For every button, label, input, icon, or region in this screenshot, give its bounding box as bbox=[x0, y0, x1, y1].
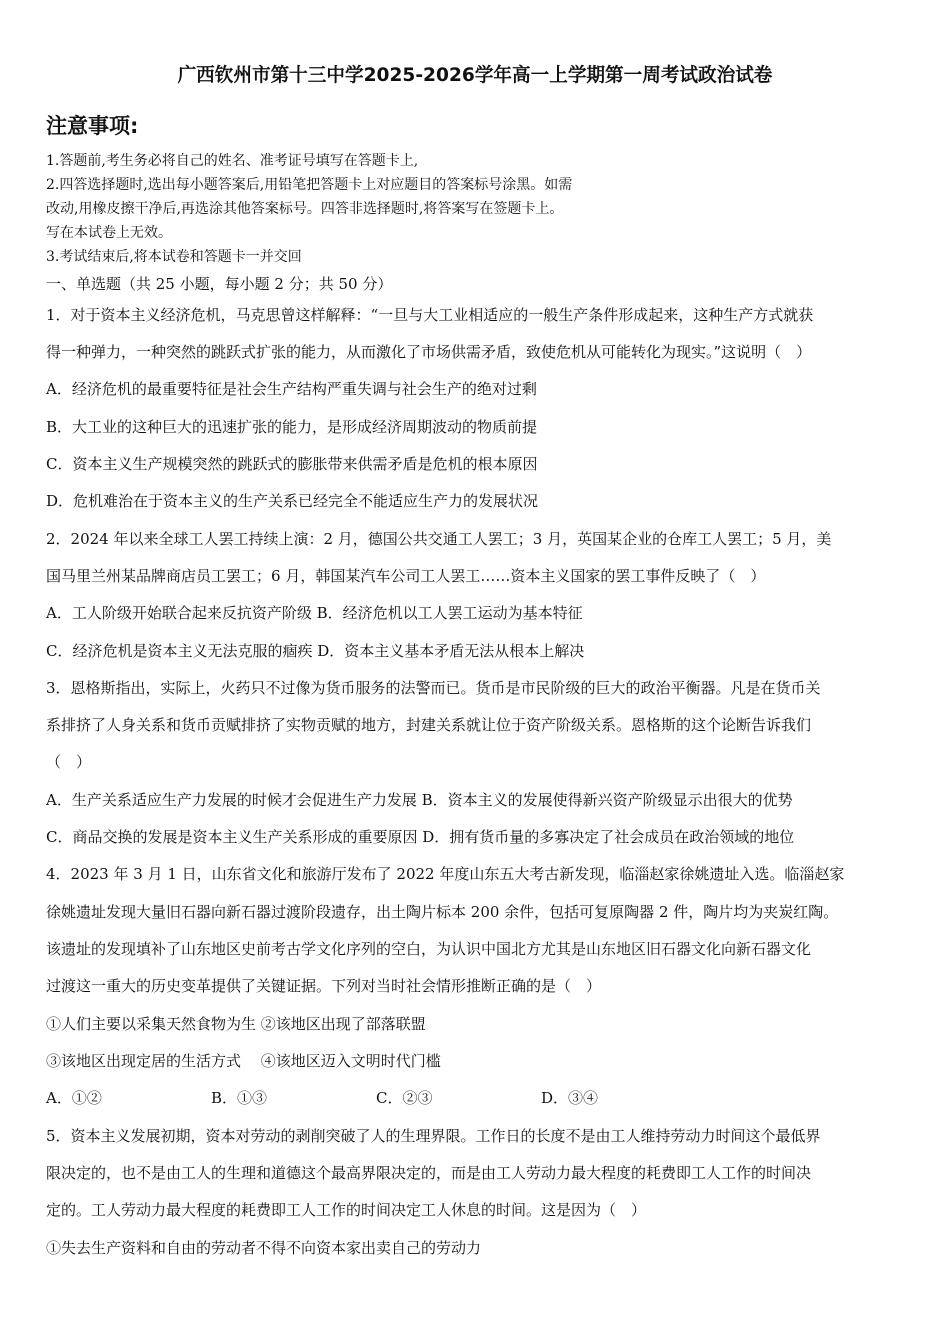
question-2-options-ab: A．工人阶级开始联合起来反抗资产阶级 B．经济危机以工人罢工运动为基本特征 bbox=[46, 604, 583, 622]
notice-line: 1.答题前,考生务必将自己的姓名、准考证号填写在答题卡上, bbox=[46, 153, 419, 169]
question-4-option-c: C．②③ bbox=[376, 1089, 433, 1107]
question-5-stem: 限决定的，也不是由工人的生理和道德这个最高界限决定的，而是由工人劳动力最大程度的耗费即工人工作的时间决 bbox=[46, 1164, 812, 1182]
question-1-stem: 得一种弹力，一种突然的跳跃式扩张的能力，从而激化了市场供需矛盾，致使危机从可能转化为现实。”这说明（ ） bbox=[46, 343, 812, 361]
question-5-stem: 5．资本主义发展初期，资本对劳动的剥削突破了人的生理界限。工作日的长度不是由工人维持劳动力时间这个最低界 bbox=[46, 1127, 821, 1145]
question-2-options-cd: C．经济危机是资本主义无法克服的痼疾 D．资本主义基本矛盾无法从根本上解决 bbox=[46, 642, 585, 660]
question-4-stem: 过渡这一重大的历史变革提供了关键证据。下列对当时社会情形推断正确的是（ ） bbox=[46, 977, 602, 995]
question-1-option-d: D．危机难治在于资本主义的生产关系已经完全不能适应生产力的发展状况 bbox=[46, 492, 539, 510]
question-4-option-d: D．③④ bbox=[541, 1089, 599, 1107]
question-5-stem: 定的。工人劳动力最大程度的耗费即工人工作的时间决定工人休息的时间。这是因为（ ） bbox=[46, 1201, 647, 1219]
notice-line: 2.四答选择题时,选出每小题答案后,用铅笔把答题卡上对应题目的答案标号涂黑。如需 bbox=[46, 177, 573, 193]
question-1-stem: 1．对于资本主义经济危机，马克思曾这样解释：“一旦与大工业相适应的一般生产条件形成起来，这种生产方式就获 bbox=[46, 306, 814, 324]
question-5-statement: ①失去生产资料和自由的劳动者不得不向资本家出卖自己的劳动力 bbox=[46, 1239, 482, 1257]
question-4-stem: 徐姚遗址发现大量旧石器向新石器过渡阶段遗存，出土陶片标本 200 余件，包括可复原陶器 2 件，陶片均为夹炭红陶。 bbox=[46, 903, 839, 921]
question-4-stem: 4．2023 年 3 月 1 日，山东省文化和旅游厅发布了 2022 年度山东五大考古新发现，临淄赵家徐姚遗址入选。临淄赵家 bbox=[46, 865, 845, 883]
notice-line: 3.考试结束后,将本试卷和答题卡一并交回 bbox=[46, 249, 302, 265]
notice-line: 写在本试卷上无效。 bbox=[46, 225, 172, 241]
question-2-stem: 2．2024 年以来全球工人罢工持续上演：2 月，德国公共交通工人罢工；3 月，英国某企业的仓库工人罢工；5 月，美 bbox=[46, 530, 832, 548]
notice-line: 改动,用橡皮擦干净后,再选涂其他答案标号。四答非选择题时,将答案写在签题卡上。 bbox=[46, 201, 564, 217]
section-heading: 一、单选题（共 25 小题，每小题 2 分；共 50 分） bbox=[46, 275, 393, 293]
question-4-statements: ①人们主要以采集天然食物为生 ②该地区出现了部落联盟 bbox=[46, 1015, 426, 1033]
question-4-option-b: B．①③ bbox=[211, 1089, 268, 1107]
question-3-options-ab: A．生产关系适应生产力发展的时候才会促进生产力发展 B．资本主义的发展使得新兴资产阶级显示出很大的优势 bbox=[46, 791, 793, 809]
question-4-option-a: A．①② bbox=[46, 1089, 102, 1107]
question-1-option-a: A．经济危机的最重要特征是社会生产结构严重失调与社会生产的绝对过剩 bbox=[46, 380, 537, 398]
question-3-stem: 系排挤了人身关系和货币贡赋排挤了实物贡赋的地方，封建关系就让位于资产阶级关系。恩格斯的这个论断告诉我们 bbox=[46, 716, 812, 734]
exam-title: 广西钦州市第十三中学2025-2026学年高一上学期第一周考试政治试卷 bbox=[177, 64, 773, 86]
question-3-options-cd: C．商品交换的发展是资本主义生产关系形成的重要原因 D．拥有货币量的多寡决定了社会成员在政治领域的地位 bbox=[46, 828, 795, 846]
notice-heading: 注意事项: bbox=[46, 114, 139, 138]
question-1-option-b: B．大工业的这种巨大的迅速扩张的能力，是形成经济周期波动的物质前提 bbox=[46, 418, 538, 436]
question-4-stem: 该遗址的发现填补了山东地区史前考古学文化序列的空白，为认识中国北方尤其是山东地区旧石器文化向新石器文化 bbox=[46, 940, 812, 958]
question-3-stem: 3．恩格斯指出，实际上，火药只不过像为货币服务的法警而已。货币是市民阶级的巨大的政治平衡器。凡是在货币关 bbox=[46, 679, 821, 697]
question-4-statements: ③该地区出现定居的生活方式 ④该地区迈入文明时代门槛 bbox=[46, 1052, 441, 1070]
question-1-option-c: C．资本主义生产规模突然的跳跃式的膨胀带来供需矛盾是危机的根本原因 bbox=[46, 455, 538, 473]
question-3-stem: （ ） bbox=[46, 753, 92, 771]
question-2-stem: 国马里兰州某品牌商店员工罢工；6 月，韩国某汽车公司工人罢工……资本主义国家的罢工事件反映了（ ） bbox=[46, 567, 766, 585]
